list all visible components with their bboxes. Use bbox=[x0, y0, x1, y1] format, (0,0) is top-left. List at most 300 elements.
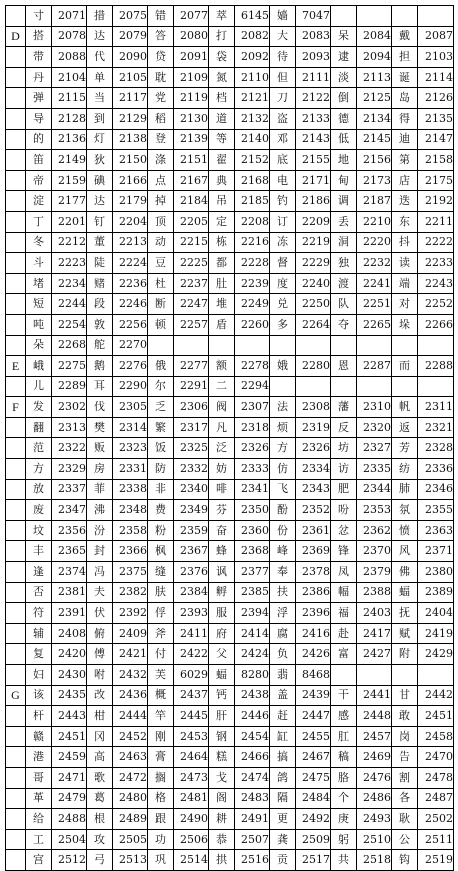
character-cell: 傅 bbox=[87, 644, 113, 665]
character-cell: 耿 bbox=[392, 809, 418, 830]
code-cell: 2233 bbox=[418, 253, 454, 274]
character-cell: 翻 bbox=[26, 417, 52, 438]
character-code-table bbox=[5, 5, 454, 871]
character-cell: 乏 bbox=[148, 397, 174, 418]
character-cell: 杜 bbox=[148, 273, 174, 294]
code-cell: 2519 bbox=[418, 850, 454, 871]
character-cell: 个 bbox=[331, 788, 357, 809]
character-cell: 错 bbox=[148, 6, 174, 27]
table-row bbox=[6, 726, 454, 747]
character-cell: 奋 bbox=[209, 520, 235, 541]
table-row bbox=[6, 809, 454, 830]
character-cell: 蝠 bbox=[209, 665, 235, 686]
character-cell bbox=[209, 335, 235, 356]
code-cell: 2220 bbox=[357, 232, 392, 253]
code-cell: 2204 bbox=[113, 211, 148, 232]
code-cell: 2136 bbox=[52, 129, 87, 150]
character-cell bbox=[392, 6, 418, 27]
table-row bbox=[6, 335, 454, 356]
pinyin-letter-cell bbox=[6, 67, 26, 88]
character-cell: 都 bbox=[209, 253, 235, 274]
code-cell bbox=[357, 665, 392, 686]
character-cell: 风 bbox=[392, 541, 418, 562]
character-cell: 菲 bbox=[87, 479, 113, 500]
code-cell: 2128 bbox=[52, 108, 87, 129]
character-cell: 短 bbox=[26, 294, 52, 315]
character-cell: 赣 bbox=[26, 726, 52, 747]
pinyin-letter-cell bbox=[6, 47, 26, 68]
character-cell: 废 bbox=[26, 500, 52, 521]
code-cell: 2394 bbox=[235, 603, 270, 624]
character-cell: 辅 bbox=[26, 623, 52, 644]
code-cell: 2186 bbox=[296, 191, 331, 212]
character-cell: 订 bbox=[270, 211, 296, 232]
code-cell: 2334 bbox=[296, 459, 331, 480]
code-cell: 2133 bbox=[296, 108, 331, 129]
character-cell: 膏 bbox=[148, 747, 174, 768]
code-cell: 2458 bbox=[418, 726, 454, 747]
character-cell: 恩 bbox=[331, 356, 357, 377]
code-cell: 2375 bbox=[113, 562, 148, 583]
table-row bbox=[6, 376, 454, 397]
character-cell: 档 bbox=[209, 88, 235, 109]
character-cell: 娥 bbox=[270, 356, 296, 377]
character-cell: 笛 bbox=[26, 150, 52, 171]
character-cell bbox=[148, 335, 174, 356]
character-cell: 杆 bbox=[26, 706, 52, 727]
character-cell: 登 bbox=[148, 129, 174, 150]
code-cell: 2092 bbox=[235, 47, 270, 68]
code-cell: 2179 bbox=[113, 191, 148, 212]
character-cell: 抖 bbox=[392, 232, 418, 253]
code-cell: 2329 bbox=[52, 459, 87, 480]
code-cell: 2241 bbox=[357, 273, 392, 294]
code-cell: 2150 bbox=[113, 150, 148, 171]
code-cell: 2439 bbox=[296, 685, 331, 706]
table-row bbox=[6, 685, 454, 706]
table-row bbox=[6, 438, 454, 459]
code-cell: 2246 bbox=[113, 294, 148, 315]
character-cell: 干 bbox=[331, 685, 357, 706]
character-cell: 肺 bbox=[392, 479, 418, 500]
character-cell: 道 bbox=[209, 108, 235, 129]
table-row bbox=[6, 6, 454, 27]
character-cell bbox=[392, 376, 418, 397]
character-cell: 负 bbox=[270, 644, 296, 665]
pinyin-letter-cell: F bbox=[6, 397, 26, 418]
character-cell: 戴 bbox=[392, 26, 418, 47]
character-cell: 芬 bbox=[209, 500, 235, 521]
character-cell bbox=[331, 665, 357, 686]
code-cell: 2275 bbox=[52, 356, 87, 377]
table-row bbox=[6, 644, 454, 665]
character-cell: 顶 bbox=[148, 211, 174, 232]
character-cell: 佛 bbox=[392, 562, 418, 583]
code-cell: 2088 bbox=[52, 47, 87, 68]
code-cell: 8280 bbox=[235, 665, 270, 686]
code-cell: 2347 bbox=[52, 500, 87, 521]
code-cell: 2111 bbox=[296, 67, 331, 88]
character-cell: 洞 bbox=[331, 232, 357, 253]
character-cell: 啡 bbox=[209, 479, 235, 500]
table-row bbox=[6, 788, 454, 809]
character-cell: 哥 bbox=[26, 767, 52, 788]
table-row bbox=[6, 767, 454, 788]
pinyin-letter-cell bbox=[6, 294, 26, 315]
character-cell: 阁 bbox=[209, 788, 235, 809]
character-cell: 俘 bbox=[148, 603, 174, 624]
code-cell: 2151 bbox=[174, 150, 209, 171]
character-cell: 返 bbox=[392, 417, 418, 438]
character-cell: 顿 bbox=[148, 314, 174, 335]
code-cell: 2424 bbox=[235, 644, 270, 665]
code-cell: 2388 bbox=[357, 582, 392, 603]
character-cell: 翟 bbox=[209, 150, 235, 171]
character-cell: 戈 bbox=[209, 767, 235, 788]
code-cell: 2435 bbox=[52, 685, 87, 706]
character-cell: 妨 bbox=[209, 459, 235, 480]
table-row bbox=[6, 294, 454, 315]
code-cell: 2103 bbox=[418, 47, 454, 68]
code-cell: 2215 bbox=[174, 232, 209, 253]
code-cell: 2167 bbox=[174, 170, 209, 191]
character-cell: 恭 bbox=[209, 829, 235, 850]
character-cell: 耽 bbox=[148, 67, 174, 88]
character-cell: 给 bbox=[26, 809, 52, 830]
character-cell: 防 bbox=[148, 459, 174, 480]
code-cell: 2236 bbox=[113, 273, 148, 294]
character-cell: 斧 bbox=[148, 623, 174, 644]
character-cell: 丹 bbox=[26, 67, 52, 88]
character-cell: 放 bbox=[26, 479, 52, 500]
code-cell: 2444 bbox=[113, 706, 148, 727]
code-cell: 2079 bbox=[113, 26, 148, 47]
code-cell: 2382 bbox=[113, 582, 148, 603]
table-row bbox=[6, 665, 454, 686]
code-cell: 2082 bbox=[235, 26, 270, 47]
character-cell bbox=[392, 335, 418, 356]
table-row bbox=[6, 191, 454, 212]
code-cell: 2391 bbox=[52, 603, 87, 624]
table-row bbox=[6, 850, 454, 871]
table-row bbox=[6, 26, 454, 47]
code-cell: 2516 bbox=[235, 850, 270, 871]
character-cell: 粉 bbox=[148, 520, 174, 541]
code-cell: 2366 bbox=[113, 541, 148, 562]
table-row bbox=[6, 129, 454, 150]
character-cell: 盾 bbox=[209, 314, 235, 335]
character-cell: 更 bbox=[270, 809, 296, 830]
character-cell: 斗 bbox=[26, 253, 52, 274]
code-cell: 2370 bbox=[357, 541, 392, 562]
code-cell: 2159 bbox=[52, 170, 87, 191]
code-cell: 2454 bbox=[235, 726, 270, 747]
code-cell: 2222 bbox=[418, 232, 454, 253]
character-cell: 告 bbox=[392, 747, 418, 768]
code-cell: 2121 bbox=[235, 88, 270, 109]
table-row bbox=[6, 541, 454, 562]
character-cell: 夺 bbox=[331, 314, 357, 335]
code-cell: 2244 bbox=[52, 294, 87, 315]
character-cell: 感 bbox=[331, 706, 357, 727]
character-cell: 胳 bbox=[331, 767, 357, 788]
code-cell bbox=[357, 6, 392, 27]
character-cell: 丁 bbox=[26, 211, 52, 232]
character-cell: 耕 bbox=[209, 809, 235, 830]
character-cell: 共 bbox=[331, 850, 357, 871]
character-cell: 攻 bbox=[87, 829, 113, 850]
code-cell: 2480 bbox=[113, 788, 148, 809]
code-cell: 2326 bbox=[296, 438, 331, 459]
code-cell: 2143 bbox=[296, 129, 331, 150]
code-cell: 2268 bbox=[52, 335, 87, 356]
code-cell: 2278 bbox=[235, 356, 270, 377]
character-cell: 督 bbox=[270, 253, 296, 274]
code-cell bbox=[418, 6, 454, 27]
character-cell: 冯 bbox=[87, 562, 113, 583]
character-cell: 袋 bbox=[209, 47, 235, 68]
code-cell: 2337 bbox=[52, 479, 87, 500]
code-cell: 2140 bbox=[235, 129, 270, 150]
code-cell: 2389 bbox=[418, 582, 454, 603]
character-cell: 芳 bbox=[392, 438, 418, 459]
character-cell: 电 bbox=[270, 170, 296, 191]
code-cell: 2473 bbox=[174, 767, 209, 788]
character-cell: 访 bbox=[331, 459, 357, 480]
code-cell: 2492 bbox=[296, 809, 331, 830]
character-cell: 巩 bbox=[148, 850, 174, 871]
code-cell: 2467 bbox=[296, 747, 331, 768]
code-cell: 2288 bbox=[418, 356, 454, 377]
character-cell: 肤 bbox=[148, 582, 174, 603]
character-cell: 盖 bbox=[270, 685, 296, 706]
code-cell: 2213 bbox=[113, 232, 148, 253]
character-cell: 泛 bbox=[209, 438, 235, 459]
character-cell: 附 bbox=[392, 644, 418, 665]
code-cell: 2348 bbox=[113, 500, 148, 521]
character-cell: 党 bbox=[148, 88, 174, 109]
character-cell: 凤 bbox=[331, 562, 357, 583]
code-cell bbox=[357, 376, 392, 397]
code-cell: 2166 bbox=[113, 170, 148, 191]
character-cell: 代 bbox=[87, 47, 113, 68]
code-cell: 2368 bbox=[235, 541, 270, 562]
character-cell: 狄 bbox=[87, 150, 113, 171]
pinyin-letter-cell bbox=[6, 706, 26, 727]
character-cell: 藩 bbox=[331, 397, 357, 418]
character-cell: 吊 bbox=[209, 191, 235, 212]
character-cell: 渡 bbox=[331, 273, 357, 294]
code-cell bbox=[357, 335, 392, 356]
code-cell: 2502 bbox=[418, 809, 454, 830]
character-cell: 而 bbox=[392, 356, 418, 377]
code-cell: 2459 bbox=[52, 747, 87, 768]
character-cell: 府 bbox=[209, 623, 235, 644]
code-cell: 2421 bbox=[113, 644, 148, 665]
code-cell: 7047 bbox=[296, 6, 331, 27]
character-cell: 烦 bbox=[270, 417, 296, 438]
character-cell bbox=[270, 376, 296, 397]
code-cell: 2384 bbox=[174, 582, 209, 603]
table-row bbox=[6, 706, 454, 727]
pinyin-letter-cell bbox=[6, 170, 26, 191]
character-cell: 峰 bbox=[270, 541, 296, 562]
code-cell: 2446 bbox=[235, 706, 270, 727]
character-cell: 额 bbox=[209, 356, 235, 377]
character-cell: 抚 bbox=[392, 603, 418, 624]
character-cell: 妇 bbox=[26, 665, 52, 686]
code-cell: 2122 bbox=[296, 88, 331, 109]
pinyin-letter-cell bbox=[6, 829, 26, 850]
code-cell: 2469 bbox=[357, 747, 392, 768]
code-cell: 2224 bbox=[113, 253, 148, 274]
code-cell: 2336 bbox=[418, 459, 454, 480]
character-cell: 樊 bbox=[87, 417, 113, 438]
character-cell bbox=[270, 335, 296, 356]
code-cell: 2378 bbox=[296, 562, 331, 583]
character-cell: 兑 bbox=[270, 294, 296, 315]
code-cell: 2291 bbox=[174, 376, 209, 397]
character-cell: 董 bbox=[87, 232, 113, 253]
code-cell: 2432 bbox=[113, 665, 148, 686]
code-cell: 2252 bbox=[418, 294, 454, 315]
character-cell: 但 bbox=[270, 67, 296, 88]
character-cell: 俄 bbox=[148, 356, 174, 377]
pinyin-letter-cell bbox=[6, 562, 26, 583]
pinyin-letter-cell bbox=[6, 129, 26, 150]
code-cell: 2071 bbox=[52, 6, 87, 27]
character-cell: 丢 bbox=[331, 211, 357, 232]
code-cell: 2470 bbox=[418, 747, 454, 768]
code-cell: 2247 bbox=[174, 294, 209, 315]
code-cell: 2362 bbox=[357, 520, 392, 541]
code-cell: 2289 bbox=[52, 376, 87, 397]
code-cell: 2243 bbox=[418, 273, 454, 294]
code-cell: 2379 bbox=[357, 562, 392, 583]
pinyin-letter-cell: D bbox=[6, 26, 26, 47]
character-cell: 隔 bbox=[270, 788, 296, 809]
character-cell: 柑 bbox=[87, 706, 113, 727]
code-cell: 2377 bbox=[235, 562, 270, 583]
code-cell: 2445 bbox=[174, 706, 209, 727]
code-cell: 2376 bbox=[174, 562, 209, 583]
character-cell: 寸 bbox=[26, 6, 52, 27]
table-row bbox=[6, 150, 454, 171]
character-cell: 儿 bbox=[26, 376, 52, 397]
character-cell: 龚 bbox=[270, 829, 296, 850]
pinyin-letter-cell bbox=[6, 108, 26, 129]
code-cell: 2287 bbox=[357, 356, 392, 377]
code-cell: 2310 bbox=[357, 397, 392, 418]
code-cell: 2403 bbox=[357, 603, 392, 624]
character-cell: 队 bbox=[331, 294, 357, 315]
pinyin-letter-cell bbox=[6, 767, 26, 788]
code-cell: 2451 bbox=[418, 706, 454, 727]
pinyin-letter-cell bbox=[6, 417, 26, 438]
code-cell: 2078 bbox=[52, 26, 87, 47]
code-cell: 2441 bbox=[357, 685, 392, 706]
character-cell: 独 bbox=[331, 253, 357, 274]
character-cell: 坟 bbox=[26, 520, 52, 541]
code-cell: 2113 bbox=[357, 67, 392, 88]
code-cell: 2484 bbox=[296, 788, 331, 809]
character-cell: 复 bbox=[26, 644, 52, 665]
character-cell: 逢 bbox=[26, 562, 52, 583]
character-cell: 赶 bbox=[270, 706, 296, 727]
code-cell: 2314 bbox=[113, 417, 148, 438]
character-cell: 带 bbox=[26, 47, 52, 68]
code-cell: 2466 bbox=[235, 747, 270, 768]
code-cell: 2135 bbox=[418, 108, 454, 129]
code-cell: 2171 bbox=[296, 170, 331, 191]
character-cell: 饭 bbox=[148, 438, 174, 459]
code-cell: 2409 bbox=[113, 623, 148, 644]
character-cell: 坊 bbox=[331, 438, 357, 459]
code-cell: 2430 bbox=[52, 665, 87, 686]
character-cell: 低 bbox=[331, 129, 357, 150]
character-cell: 地 bbox=[331, 150, 357, 171]
character-cell: 拱 bbox=[209, 850, 235, 871]
code-cell: 2420 bbox=[52, 644, 87, 665]
character-cell: 夫 bbox=[87, 582, 113, 603]
code-cell: 2149 bbox=[52, 150, 87, 171]
code-cell: 2422 bbox=[174, 644, 209, 665]
code-cell: 2374 bbox=[52, 562, 87, 583]
code-cell: 2168 bbox=[235, 170, 270, 191]
character-cell: 讽 bbox=[209, 562, 235, 583]
character-cell: 服 bbox=[209, 603, 235, 624]
character-cell bbox=[331, 376, 357, 397]
code-cell: 2419 bbox=[418, 623, 454, 644]
character-cell: 根 bbox=[87, 809, 113, 830]
code-cell: 2393 bbox=[174, 603, 209, 624]
character-cell bbox=[331, 6, 357, 27]
code-cell: 2427 bbox=[357, 644, 392, 665]
code-cell: 2208 bbox=[235, 211, 270, 232]
pinyin-letter-cell bbox=[6, 788, 26, 809]
code-cell: 2114 bbox=[418, 67, 454, 88]
code-cell: 2256 bbox=[113, 314, 148, 335]
code-cell: 2254 bbox=[52, 314, 87, 335]
character-cell: 发 bbox=[26, 397, 52, 418]
character-cell: 读 bbox=[392, 253, 418, 274]
character-cell: 歌 bbox=[87, 767, 113, 788]
pinyin-letter-cell bbox=[6, 520, 26, 541]
code-cell: 2517 bbox=[296, 850, 331, 871]
code-cell: 2290 bbox=[113, 376, 148, 397]
character-cell: 奉 bbox=[270, 562, 296, 583]
code-cell: 6029 bbox=[174, 665, 209, 686]
character-cell bbox=[392, 665, 418, 686]
character-cell: 沸 bbox=[87, 500, 113, 521]
character-cell: 缝 bbox=[148, 562, 174, 583]
code-cell: 2307 bbox=[235, 397, 270, 418]
code-cell: 2323 bbox=[113, 438, 148, 459]
table-row bbox=[6, 108, 454, 129]
code-cell: 2331 bbox=[113, 459, 148, 480]
code-cell: 2448 bbox=[357, 706, 392, 727]
character-cell: 冈 bbox=[87, 726, 113, 747]
code-cell: 2396 bbox=[296, 603, 331, 624]
code-cell: 2232 bbox=[357, 253, 392, 274]
character-cell: 否 bbox=[26, 582, 52, 603]
character-cell: 高 bbox=[87, 747, 113, 768]
character-cell: 达 bbox=[87, 26, 113, 47]
code-cell: 2507 bbox=[235, 829, 270, 850]
character-cell: 纺 bbox=[392, 459, 418, 480]
code-cell: 2447 bbox=[296, 706, 331, 727]
character-cell: 甘 bbox=[392, 685, 418, 706]
